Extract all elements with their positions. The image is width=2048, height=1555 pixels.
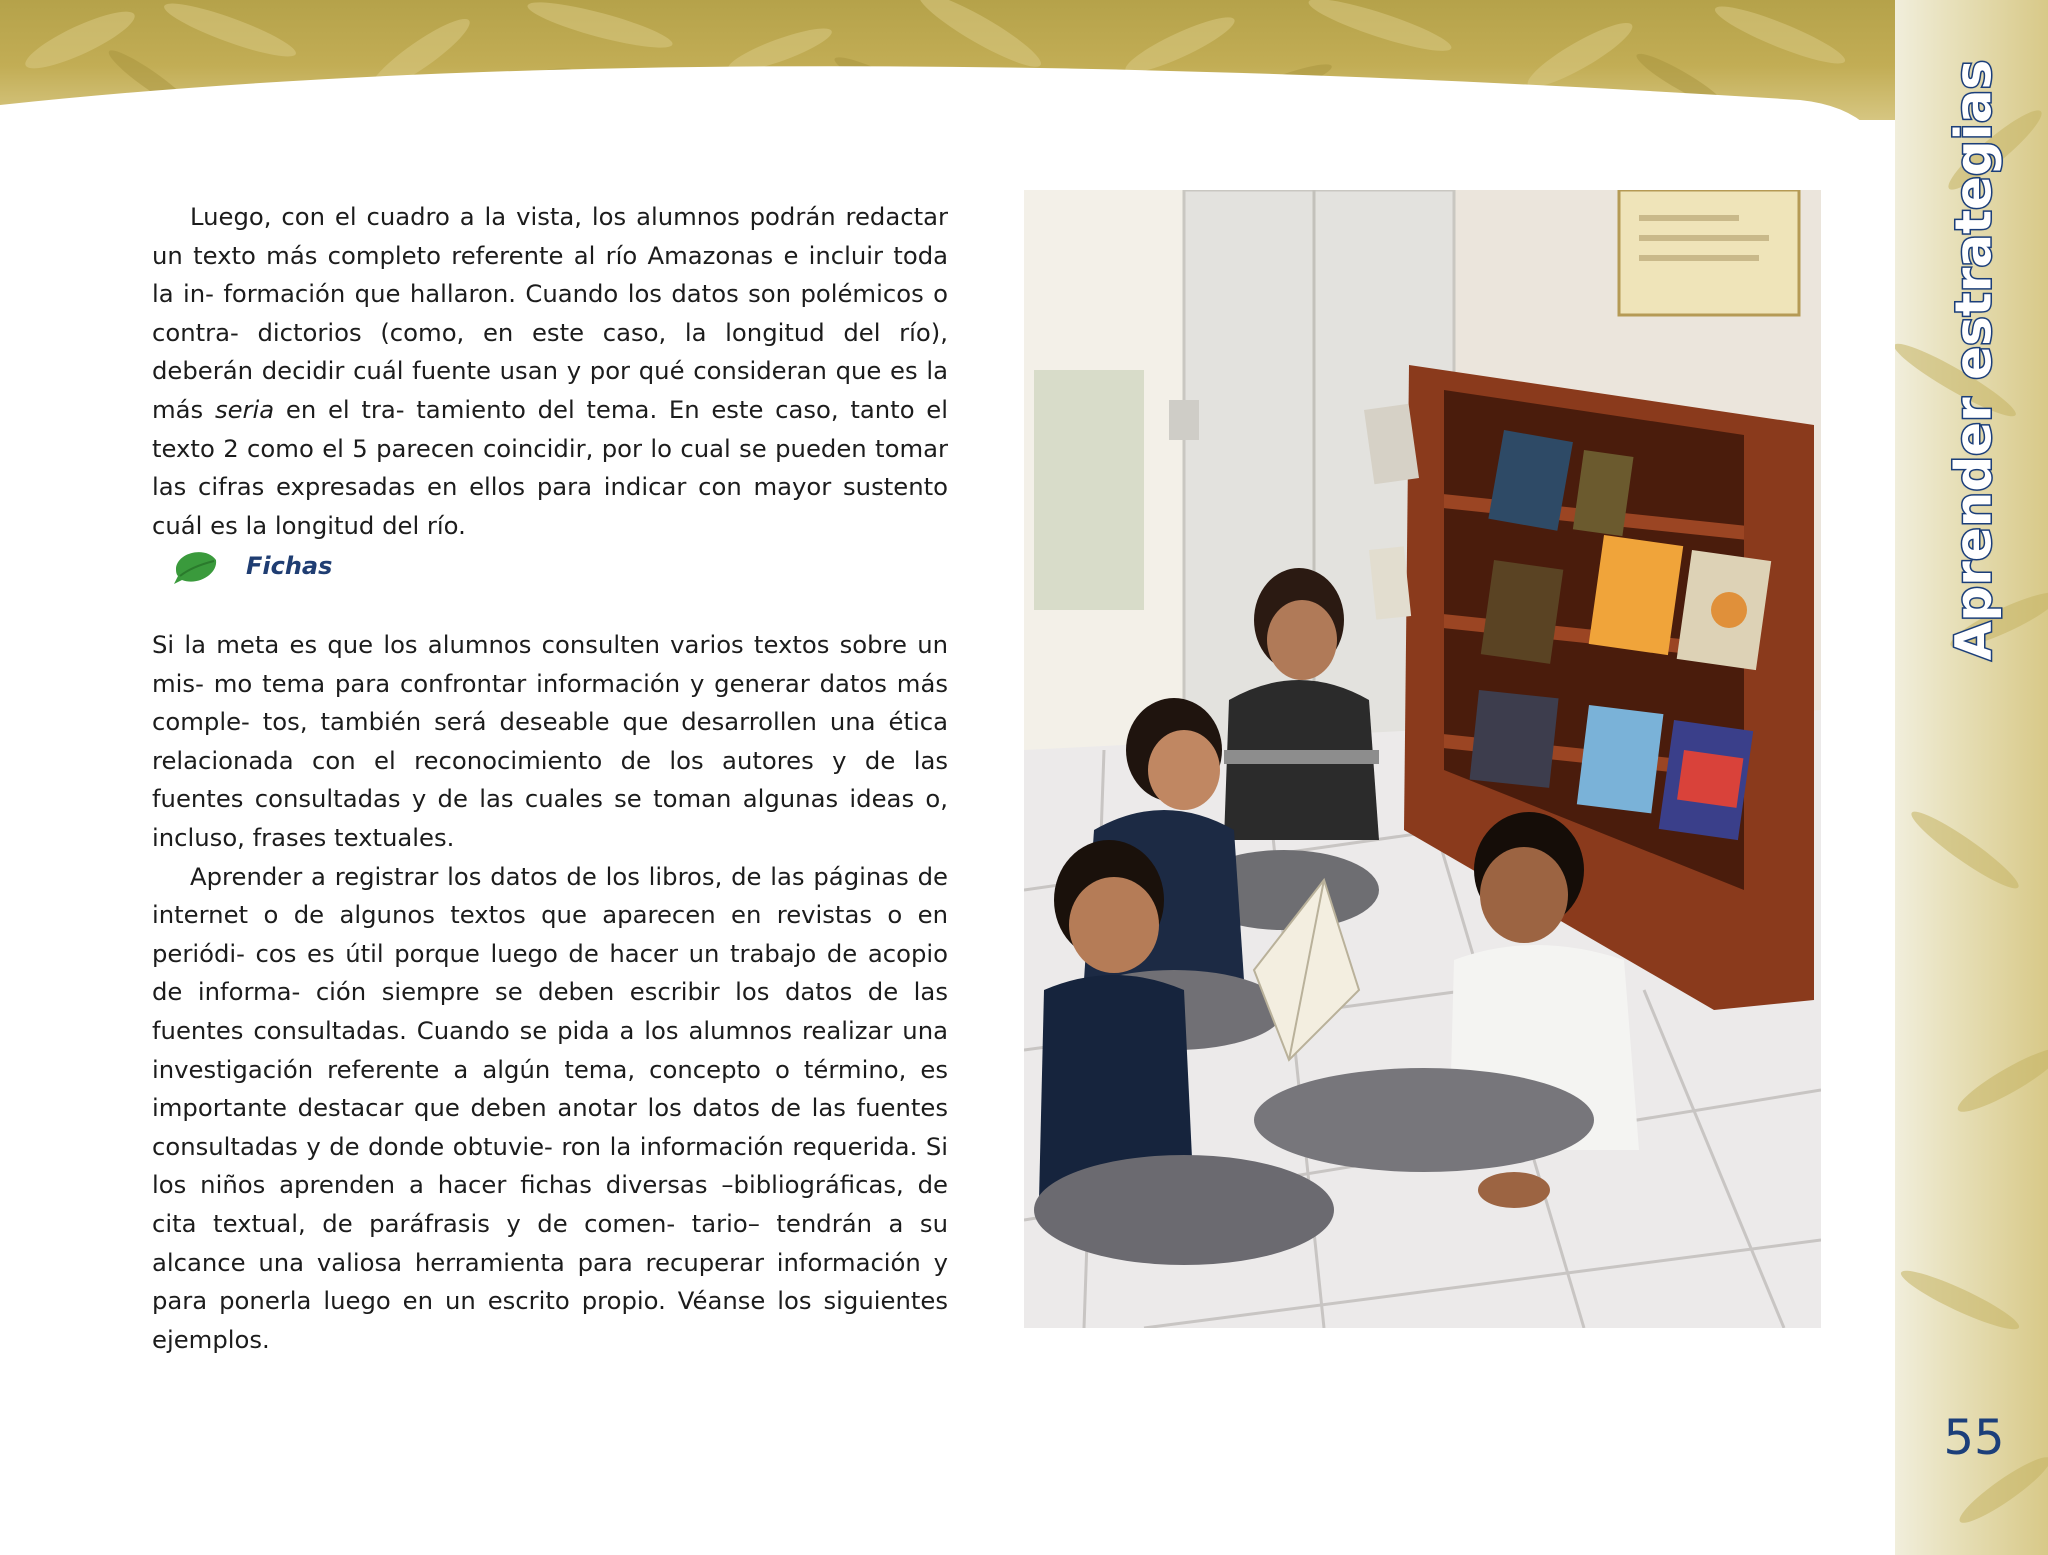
text-line: texto más completo referente al río Amazonas e incluir toda la in- bbox=[152, 240, 949, 309]
text-line: para indicar con mayor sustento cuál es la longitud del río. bbox=[152, 472, 948, 540]
text-line: diversas –bibliográficas, de cita textual, de paráfrasis y de comen- bbox=[152, 1170, 949, 1238]
text-line: ción siempre se deben escribir los datos de las fuentes consultadas. bbox=[152, 977, 948, 1045]
section-title: Aprender estrategias bbox=[1944, 59, 2003, 661]
photo-children-reading bbox=[1024, 190, 1821, 1328]
text-line: información y para ponerla luego en un escrito propio. Véanse los bbox=[152, 1247, 948, 1316]
text-line: el reconocimiento de los autores y de las fuentes consultadas y de las bbox=[152, 745, 948, 814]
text-line: tos, también será deseable que desarrollen una ética relacionada con bbox=[152, 707, 948, 775]
text-line: coincidir, por lo cual se pueden tomar las cifras expresadas en ellos bbox=[152, 433, 948, 502]
body-paragraphs bbox=[152, 626, 948, 1359]
text-line: anotar los datos de las fuentes consultadas y de donde obtuvie- bbox=[152, 1093, 949, 1161]
leaf-icon bbox=[172, 546, 220, 586]
text-line: en el tra- bbox=[285, 394, 405, 424]
section-title-vertical bbox=[1938, 59, 2008, 661]
text-line: dictorios (como, en este caso, la longitud del río), deberán decidir bbox=[152, 317, 948, 386]
text-line: algún tema, concepto o término, es importante destacar que deben bbox=[152, 1054, 948, 1123]
text-line: Si la meta es que los alumnos consulten varios textos sobre un mis- bbox=[152, 630, 948, 698]
text-line: cuál fuente usan y por qué consideran que es la más bbox=[152, 356, 948, 424]
text-line: cos es útil porque luego de hacer un trabajo de acopio de informa- bbox=[152, 938, 949, 1007]
text-line: tario– tendrán a su alcance una valiosa herramienta para recuperar bbox=[152, 1208, 948, 1277]
subheading-title: Fichas bbox=[246, 552, 333, 580]
emphasis-word: seria bbox=[214, 394, 275, 424]
text-line: internet o de algunos textos que aparecen en revistas o en periódi- bbox=[152, 900, 948, 968]
paragraph-3 bbox=[152, 858, 948, 1360]
text-line: cuales se toman algunas ideas o, incluso, frases textuales. bbox=[152, 784, 948, 852]
text-line: tamiento del tema. En este caso, tanto el texto 2 como el 5 parecen bbox=[152, 394, 948, 463]
page-number: 55 bbox=[1943, 1410, 2005, 1466]
text-line: ron la información requerida. Si los niños aprenden a hacer fichas bbox=[152, 1131, 949, 1200]
text-line: mo tema para confrontar información y generar datos más comple- bbox=[152, 668, 948, 737]
text-line: siguientes ejemplos. bbox=[152, 1286, 948, 1354]
subheading-fichas bbox=[172, 543, 332, 589]
intro-paragraph bbox=[152, 198, 948, 545]
photo-illustration bbox=[1024, 190, 1821, 1328]
text-line: Luego, con el cuadro a la vista, los alumnos podrán redactar un bbox=[152, 202, 948, 270]
text-line: Cuando se pida a los alumnos realizar una investigación referente a bbox=[152, 1015, 948, 1084]
text-line: Aprender a registrar los datos de los libros, de las páginas de bbox=[190, 861, 948, 891]
text-line: formación que hallaron. Cuando los datos son polémicos o contra- bbox=[152, 279, 948, 347]
paragraph-2 bbox=[152, 626, 948, 858]
